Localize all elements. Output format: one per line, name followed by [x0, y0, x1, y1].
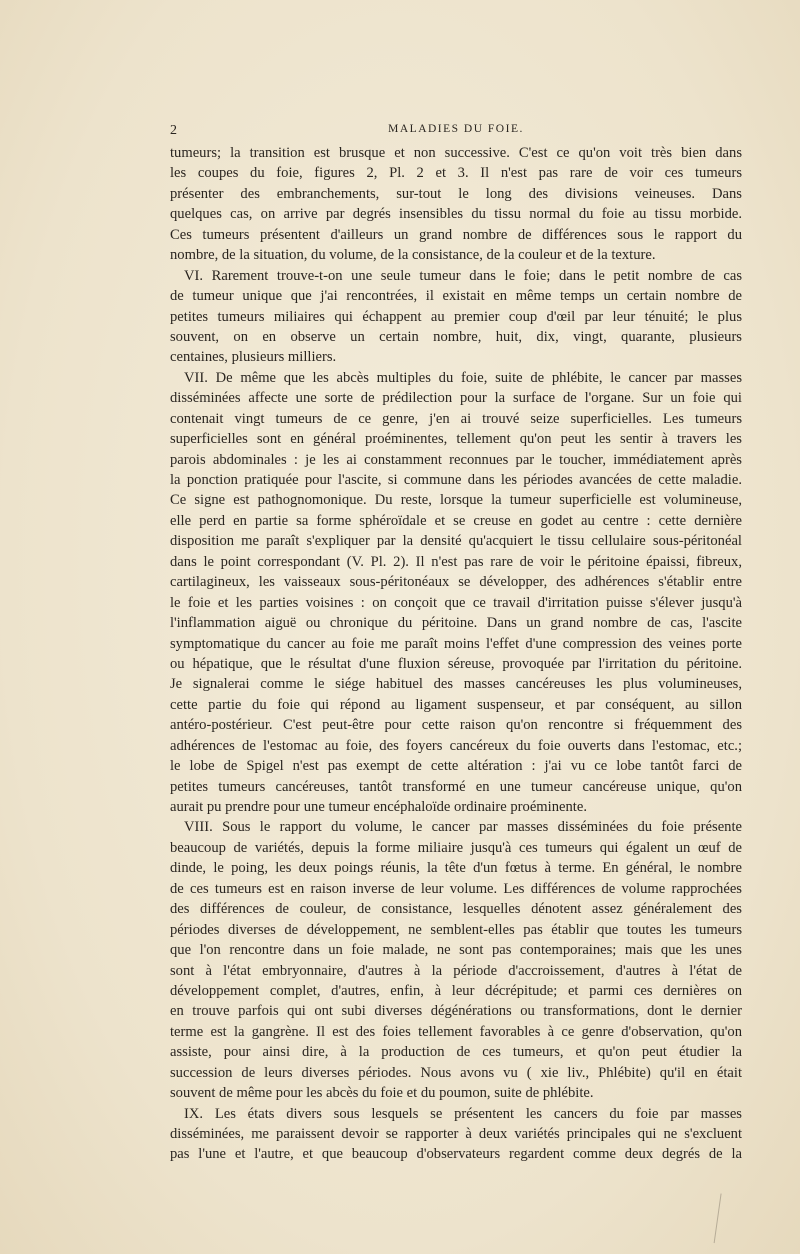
- text-line: périodes diverses de développement, ne semblent-elles pas établir que toutes les tumeurs: [170, 921, 742, 938]
- text-line: IX. Les états divers sous lesquels se présentent les cancers du foie par masses: [184, 1105, 742, 1122]
- text-line: ou hépatique, que le résultat d'une fluxion séreuse, provoquée par l'irritation du péritoine.: [170, 655, 742, 672]
- text-line: dans le point correspondant (V. Pl. 2). Il n'est pas rare de voir le péritoine épaissi, fibreux,: [170, 553, 742, 570]
- text-line: VIII. Sous le rapport du volume, le cancer par masses disséminées du foie présente: [184, 819, 742, 836]
- text-line: souvent de même pour les abcès du foie et du poumon, suite de phlébite.: [170, 1085, 594, 1102]
- text-line: quelques cas, on arrive par degrés insensibles du tissu normal du foie au tissu morbide.: [170, 206, 742, 223]
- text-line: cartilagineux, les vaisseaux sous-péritonéaux se développer, des adhérences s'établir entre: [170, 574, 742, 591]
- text-line: disposition me paraît s'expliquer par la densité qu'acquiert le tissu cellulaire sous-péritonéal: [170, 533, 742, 550]
- text-line: le foie et les parties voisines : on conçoit que ce travail d'irritation puisse s'élever jusqu'à: [170, 594, 742, 611]
- paper-mark: [714, 1194, 746, 1247]
- text-line: de ces tumeurs est en raison inverse de leur volume. Les différences de volume rapprochées: [170, 880, 742, 897]
- text-line: l'inflammation aiguë ou chronique du péritoine. Dans un grand nombre de cas, l'ascite: [170, 615, 742, 632]
- text-line: terme est la gangrène. Il est des foies tellement favorables à ce genre d'observation, qu'on: [170, 1023, 742, 1040]
- text-line: pas l'une et l'autre, et que beaucoup d'observateurs regardent comme deux degrés de la: [170, 1146, 742, 1163]
- text-line: sont à l'état embryonnaire, d'autres à la période d'accroissement, d'autres à l'état de: [170, 962, 742, 979]
- text-line: petites tumeurs cancéreuses, tantôt transformé en une tumeur cancéreuse unique, qu'on: [170, 778, 742, 795]
- text-line: souvent, on en observe un certain nombre, huit, dix, vingt, quarante, plusieurs: [170, 328, 742, 345]
- text-line: assiste, pour ainsi dire, à la production de ces tumeurs, et qu'on peut étudier la: [170, 1044, 742, 1061]
- text-line: les coupes du foie, figures 2, Pl. 2 et 3. Il n'est pas rare de voir ces tumeurs: [170, 165, 742, 182]
- text-line: présenter des embranchements, sur-tout le long des divisions veineuses. Dans: [170, 185, 742, 202]
- text-line: superficielles sont en général proéminentes, tellement qu'on peut les sentir à travers les: [170, 431, 742, 448]
- text-line: des différences de couleur, de consistance, lesquelles dénotent assez généralement des: [170, 901, 742, 918]
- text-line: tumeurs; la transition est brusque et non successive. C'est ce qu'on voit très bien dans: [170, 145, 742, 161]
- text-line: VII. De même que les abcès multiples du foie, suite de phlébite, le cancer par masses: [184, 369, 742, 386]
- text-line: contenait vingt tumeurs de ce genre, j'en ai trouvé seize superficielles. Les tumeurs: [170, 410, 742, 427]
- text-line: que l'on rencontre dans un foie malade, ne sont pas contemporaines; mais que les unes: [170, 942, 742, 959]
- page-header: [170, 123, 742, 143]
- text-line: aurait pu prendre pour une tumeur encéphaloïde ordinaire proéminente.: [170, 799, 587, 815]
- text-line: en trouve parfois qui ont subi diverses dégénérations ou transformations, dont le dernier: [170, 1003, 742, 1020]
- text-line: cette partie du foie qui répond au ligament suspenseur, et par conséquent, au sillon: [170, 696, 742, 713]
- text-line: succession de leurs diverses périodes. Nous avons vu ( xie liv., Phlébite) qu'il en était: [170, 1064, 742, 1081]
- text-line: dinde, le poing, les deux poings réunis, la tête d'un fœtus à terme. En général, le nombre: [170, 860, 742, 877]
- text-line: parois abdominales : je les ai constamment reconnues par le toucher, immédiatement après: [170, 451, 742, 468]
- text-line: antéro-postérieur. C'est peut-être pour cette raison qu'on rencontre si fréquemment des: [170, 717, 742, 734]
- text-line: disséminées affecte une sorte de prédilection pour la surface de l'organe. Sur un foie qui: [170, 390, 742, 407]
- text-line: de tumeur unique que j'ai rencontrées, il existait en même temps un certain nombre de: [170, 288, 742, 305]
- text-line: nombre, de la situation, du volume, de la consistance, de la couleur et de la texture.: [170, 247, 656, 264]
- text-line: Ce signe est pathognomonique. Du reste, lorsque la tumeur superficielle est volumineuse,: [170, 492, 742, 509]
- body-text: [170, 143, 742, 1165]
- page-number: 2: [170, 123, 177, 138]
- text-line: le lobe de Spigel n'est pas exempt de cette altération : j'ai vu ce lobe tantôt farci de: [170, 758, 742, 775]
- running-title: MALADIES DU FOIE.: [388, 123, 524, 135]
- text-line: elle perd en partie sa forme sphéroïdale et se creuse en godet au centre : cette dernière: [170, 512, 742, 529]
- text-line: symptomatique du cancer au foie me paraît moins l'effet d'une compression des veines porte: [170, 635, 742, 652]
- text-line: adhérences de l'estomac au foie, des foyers cancéreux du foie ouverts dans l'estomac, etc.;: [170, 737, 742, 754]
- text-line: Je signalerai comme le siége habituel des masses cancéreuses les plus volumineuses,: [170, 676, 742, 693]
- text-line: Ces tumeurs présentent d'ailleurs un grand nombre de différences sous le rapport du: [170, 226, 742, 243]
- text-line: centaines, plusieurs milliers.: [170, 349, 337, 366]
- text-line: la ponction pratiquée pour l'ascite, si commune dans les périodes avancées de cette maladie.: [170, 472, 742, 488]
- text-line: beaucoup de variétés, depuis la forme miliaire jusqu'à ces tumeurs qui égalent un œuf de: [170, 839, 742, 856]
- text-line: VI. Rarement trouve-t-on une seule tumeur dans le foie; dans le petit nombre de cas: [184, 267, 742, 284]
- text-line: disséminées, me paraissent devoir se rapporter à deux variétés principales qui ne s'excluent: [170, 1126, 742, 1142]
- text-line: développement complet, d'autres, enfin, à leur décrépitude; et parmi ces dernières on: [170, 982, 742, 999]
- text-line: petites tumeurs miliaires qui échappent au premier coup d'œil par leur ténuité; le plus: [170, 308, 742, 325]
